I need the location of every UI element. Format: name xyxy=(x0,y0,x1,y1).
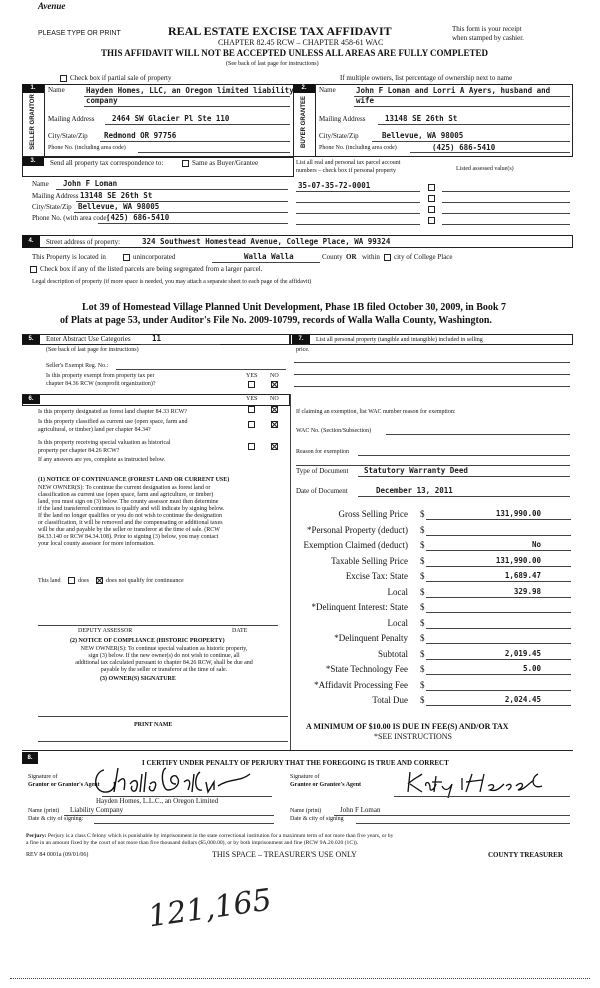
buyer-phone[interactable]: (425) 686-5410 xyxy=(432,143,496,152)
county-treasurer-label: COUNTY TREASURER xyxy=(488,851,563,859)
legal-description-line-1: Lot 39 of Homestead Village Planned Unit Development, Phase 1B filed October 30, 2009, in Book 7 xyxy=(82,302,506,313)
forest-land-yes-checkbox[interactable] xyxy=(248,406,255,413)
treasurer-space-label: THIS SPACE – TREASURER'S USE ONLY xyxy=(212,850,357,859)
same-as-buyer-checkbox[interactable] xyxy=(182,160,189,167)
land-does-not-label: does not qualify for continuance xyxy=(106,578,184,584)
tax-row xyxy=(296,571,571,587)
notice-compliance-line: additional tax calculated pursuant to chapter 84.26 RCW, shall be due and xyxy=(75,660,253,666)
grantor-entity-name-2: Liability Company xyxy=(70,806,124,814)
currency-symbol: $ xyxy=(420,555,425,566)
grantor-signature[interactable] xyxy=(90,760,265,800)
tax-row-value[interactable]: 131,990.00 xyxy=(495,555,541,565)
notice-continuance-line: classification as current use (open space, farm and agriculture, or timber) xyxy=(38,492,214,498)
section-6-no-header: NO xyxy=(270,396,279,402)
tax-row-label: *Personal Property (deduct) xyxy=(307,524,408,535)
corr-city-label: City/State/Zip xyxy=(32,203,72,211)
tax-row-label: Taxable Selling Price xyxy=(331,555,408,566)
notice-continuance-line: if the land transferred continues to qualify and will indicate by signing below. xyxy=(38,506,225,512)
unincorporated-checkbox[interactable] xyxy=(123,254,130,261)
seller-name-label: Name xyxy=(48,86,65,94)
notice-continuance-title: (1) NOTICE OF CONTINUANCE (FOREST LAND OR CURRENT USE) xyxy=(38,477,230,483)
parcel-personal-checkbox-1[interactable] xyxy=(428,184,435,191)
grantee-signature-label: Signature of xyxy=(290,774,320,780)
parcel-label: List all real and personal tax parcel account xyxy=(296,160,401,166)
buyer-name-label: Name xyxy=(319,86,336,94)
notice-continuance-line: or classification, it will be removed and the compensating or additional taxes xyxy=(38,520,223,526)
perjury-bold-label: Perjury: xyxy=(26,833,47,839)
grantee-signature-label-2: Grantee or Grantee's Agent xyxy=(290,782,362,788)
buyer-mailing-label: Mailing Address xyxy=(319,115,366,123)
current-use-yes-checkbox[interactable] xyxy=(248,421,255,428)
section-5-see-back: (See back of last page for instructions) xyxy=(46,347,139,353)
currency-symbol: $ xyxy=(420,617,425,628)
assessed-value-label: Listed assessed value(s) xyxy=(456,166,514,172)
buyer-mailing[interactable]: 13148 SE 26th St xyxy=(385,114,458,123)
tax-row-label: *Delinquent Interest: State xyxy=(311,602,408,612)
land-does-checkbox[interactable] xyxy=(68,577,75,584)
perjury-text: Perjury is a class C felony which is punishable by imprisonment in the state correctional institution for a maximum term of not more than five years, or by xyxy=(46,833,394,839)
exempt-no-checkbox[interactable] xyxy=(271,381,278,388)
doc-type-label: Type of Document xyxy=(296,467,349,475)
print-name-label: PRINT NAME xyxy=(134,722,173,728)
section-1-number: 1. xyxy=(22,84,44,93)
currency-symbol: $ xyxy=(420,540,425,550)
tax-row-label: Excise Tax: State xyxy=(345,571,408,581)
buyer-phone-label: Phone No. (including area code) xyxy=(319,145,397,151)
tax-row-label: *Affidavit Processing Fee xyxy=(314,679,408,690)
tax-row-label: Exemption Claimed (deduct) xyxy=(303,540,408,550)
logo: Avenue xyxy=(38,1,66,11)
tax-row-label: *Delinquent Penalty xyxy=(334,633,408,643)
tax-row xyxy=(296,664,571,680)
grantor-signature-label-2: Grantor or Grantor's Agent xyxy=(28,782,100,788)
section-5-no-header: NO xyxy=(270,373,279,379)
currency-symbol: $ xyxy=(420,602,425,612)
seller-city-label: City/State/Zip xyxy=(48,132,88,140)
current-use-question-2: agricultural, or timber) land per chapter 84.34? xyxy=(38,427,151,433)
exemption-claim-label: If claiming an exemption, list WAC number reason for exemption: xyxy=(296,409,456,415)
currency-symbol: $ xyxy=(420,524,425,535)
seller-name-cont[interactable]: company xyxy=(86,96,118,105)
wac-label: WAC No. (Section/Subsection) xyxy=(296,428,372,434)
county-name[interactable]: Walla Walla xyxy=(244,252,294,261)
county-label: County xyxy=(322,253,343,261)
answers-instruction: If any answers are yes, complete as instructed below. xyxy=(38,457,166,463)
segregated-label: Check box if any of the listed parcels are being segregated from a larger parcel. xyxy=(40,265,263,273)
certify-statement: I CERTIFY UNDER PENALTY OF PERJURY THAT THE FOREGOING IS TRUE AND CORRECT xyxy=(142,759,449,767)
or-label: OR xyxy=(346,253,357,261)
exempt-question-2: chapter 84.36 RCW (nonprofit organization)? xyxy=(46,381,156,387)
tax-row xyxy=(296,540,571,556)
street-address-label: Street address of property: xyxy=(46,238,121,246)
section-6-yes-header: YES xyxy=(246,396,258,402)
grantor-name-print-label: Name (print) xyxy=(28,808,60,814)
section-2-number: 2. xyxy=(293,84,315,93)
this-land-label: This land xyxy=(38,578,61,584)
currency-symbol: $ xyxy=(420,633,425,643)
seller-phone-label: Phone No. (including area code) xyxy=(48,145,126,151)
parcel-label-2: numbers – check box if personal property xyxy=(296,168,396,174)
partial-sale-label: Check box if partial sale of property xyxy=(70,74,172,82)
tax-row xyxy=(296,587,571,603)
section-4-number: 4. xyxy=(22,235,40,248)
tax-row-value[interactable]: 2,024.45 xyxy=(504,695,541,704)
section-5-yes-header: YES xyxy=(246,373,258,379)
tax-row-label: Local xyxy=(387,617,408,628)
notice-continuance-line: NEW OWNER(S): To continue the current designation as forest land or xyxy=(38,485,211,491)
doc-type[interactable]: Statutory Warranty Deed xyxy=(364,466,468,475)
currency-symbol: $ xyxy=(420,571,425,581)
grantor-date-city-label: Date & city of signing: xyxy=(28,816,84,822)
grantee-date-city-label: Date & city of signing xyxy=(290,816,344,822)
tax-row-value[interactable]: 2,019.45 xyxy=(504,648,541,658)
notice-continuance-text xyxy=(38,485,290,548)
same-as-buyer-label: Same as Buyer/Grantee xyxy=(192,159,259,167)
tax-row xyxy=(296,556,571,572)
seller-mailing-label: Mailing Address xyxy=(48,115,95,123)
grantee-name-print-label: Name (print) xyxy=(290,808,322,814)
minimum-fee-note: A MINIMUM OF $10.00 IS DUE IN FEE(S) AND/OR TAX xyxy=(306,722,509,731)
section-3-number: 3. xyxy=(22,157,44,166)
buyer-city[interactable]: Bellevue, WA 98005 xyxy=(382,131,464,140)
corr-mailing[interactable]: 13148 SE 26th St xyxy=(80,191,153,200)
buyer-name[interactable]: John F Loman and Lorri A Ayers, husband and xyxy=(356,86,551,95)
tax-row-value[interactable]: No xyxy=(531,540,541,549)
city-of-label: city of College Place xyxy=(394,253,453,261)
notice-continuance-line: your local county assessor for more information. xyxy=(38,541,155,547)
tax-row-label: Gross Selling Price xyxy=(338,509,408,519)
tax-row xyxy=(296,649,571,665)
tax-row xyxy=(296,633,571,649)
receipt-note-2: when stamped by cashier. xyxy=(452,34,524,42)
grantee-print-name: John F Loman xyxy=(340,806,381,814)
doc-date[interactable]: December 13, 2011 xyxy=(376,486,453,495)
buyer-city-label: City/State/Zip xyxy=(319,132,359,140)
buyer-name-cont[interactable]: wife xyxy=(356,96,375,105)
corr-mailing-label: Mailing Address xyxy=(32,192,79,200)
section-6-number: 6. xyxy=(22,395,40,404)
abstract-use-label: Enter Abstract Use Categories xyxy=(46,335,131,343)
grantee-signature[interactable] xyxy=(400,768,550,798)
grantor-signature-label: Signature of xyxy=(28,774,58,780)
section-8-number: 8. xyxy=(22,752,38,764)
tax-row-value[interactable]: 1,689.47 xyxy=(504,571,541,580)
tax-table xyxy=(296,509,571,711)
tax-row-label: Subtotal xyxy=(377,648,408,659)
forest-land-no-checkbox[interactable] xyxy=(271,406,278,413)
city-checkbox[interactable] xyxy=(384,254,391,261)
tax-row-label: *State Technology Fee xyxy=(325,664,408,674)
tax-row xyxy=(296,695,571,711)
seller-name[interactable]: Hayden Homes, LLC, an Oregon limited liability xyxy=(86,86,294,95)
historical-no-checkbox[interactable] xyxy=(271,443,278,450)
personal-property-label-2: price. xyxy=(296,347,310,353)
notice-continuance-line: land, you must sign on (3) below. The county assessor must then determine xyxy=(38,499,219,505)
seller-grantor-label: SELLER GRANTOR xyxy=(30,94,36,150)
corr-phone[interactable]: (425) 686-5410 xyxy=(106,213,170,222)
form-instructions-note: (See back of last page for instructions) xyxy=(226,61,319,67)
current-use-question: Is this property classified as current use (open space, farm and xyxy=(38,419,188,425)
form-revision: REV 84 0001a (09/01/06) xyxy=(26,852,89,858)
owner-signature-label: (3) OWNER(S) SIGNATURE xyxy=(100,676,176,682)
corr-name-label: Name xyxy=(32,180,49,188)
currency-symbol: $ xyxy=(420,509,425,519)
notice-compliance-title: (2) NOTICE OF COMPLIANCE (HISTORIC PROPERTY) xyxy=(70,638,225,644)
historical-question: Is this property receiving special valuation as historical xyxy=(38,440,171,446)
currency-symbol: $ xyxy=(420,695,425,705)
tax-row xyxy=(296,525,571,541)
currency-symbol: $ xyxy=(420,679,425,690)
deputy-assessor-label: DEPUTY ASSESSOR xyxy=(78,628,133,634)
parcel-personal-checkbox-2[interactable] xyxy=(428,195,435,202)
exempt-question: Is this property exempt from property tax per xyxy=(46,373,155,379)
form-chapter: CHAPTER 82.45 RCW – CHAPTER 458-61 WAC xyxy=(218,38,384,47)
tax-row-value[interactable]: 329.98 xyxy=(513,586,541,596)
legal-description-label: Legal description of property (if more space is needed, you may attach a separate sheet to each page of the affidavit) xyxy=(32,279,312,285)
grantor-entity-name: Hayden Homes, L.L.C., an Oregon Limited xyxy=(96,797,219,805)
abstract-use-value[interactable]: 11 xyxy=(152,334,162,343)
doc-date-label: Date of Document xyxy=(296,487,348,495)
tax-row-label: Total Due xyxy=(372,695,408,705)
parcel-number[interactable]: 35-07-35-72-0001 xyxy=(298,181,371,190)
notice-compliance-line: payable by the seller or transferor at the time of sale. xyxy=(100,667,228,673)
perjury-text-2: a fine in an amount fixed by the court of not more than five thousand dollars ($5,000.00), or by both imprisonment and fine (RCW 9A.20.020 (1C)). xyxy=(26,840,359,846)
personal-property-label: List all personal property (tangible and intangible) included in selling xyxy=(316,337,483,343)
see-instructions-note: *SEE INSTRUCTIONS xyxy=(374,732,453,741)
notice-continuance-line: will be due and payable by the seller or transferor at the time of sale. (RCW xyxy=(38,527,220,533)
section-5-number: 5. xyxy=(22,335,40,344)
tax-row-value[interactable]: 131,990.00 xyxy=(495,509,541,518)
tax-row-label: Local xyxy=(387,586,408,597)
historical-yes-checkbox[interactable] xyxy=(248,443,255,450)
partial-sale-checkbox[interactable] xyxy=(60,75,67,82)
form-title: REAL ESTATE EXCISE TAX AFFIDAVIT xyxy=(168,24,392,38)
tax-row xyxy=(296,618,571,634)
legal-description-line-2: of Plats at page 53, under Auditor's File No. 2009-10799, records of Walla Walla County, Washington. xyxy=(60,315,492,326)
currency-symbol: $ xyxy=(420,586,425,597)
forest-land-question: Is this property designated as forest land chapter 84.33 RCW? xyxy=(38,409,187,415)
seller-city[interactable]: Redmond OR 97756 xyxy=(104,131,177,140)
form-warning: THIS AFFIDAVIT WILL NOT BE ACCEPTED UNLESS ALL AREAS ARE FULLY COMPLETED xyxy=(101,48,489,58)
segregated-checkbox[interactable] xyxy=(30,266,37,273)
parcel-personal-checkbox-4[interactable] xyxy=(428,217,435,224)
tax-row xyxy=(296,602,571,618)
receipt-note: This form is your receipt xyxy=(452,25,522,33)
notice-compliance-text xyxy=(38,646,290,674)
correspondence-label: Send all property tax correspondence to: xyxy=(50,159,164,167)
seller-mailing[interactable]: 2464 SW Glacier Pl Ste 110 xyxy=(112,114,230,123)
parcel-personal-checkbox-3[interactable] xyxy=(428,206,435,213)
handwritten-number: 121,165 xyxy=(146,882,274,935)
notice-compliance-line: NEW OWNER(S): To continue special valuation as historic property, xyxy=(80,646,248,652)
land-does-not-checkbox[interactable] xyxy=(96,577,103,584)
exempt-yes-checkbox[interactable] xyxy=(248,381,255,388)
please-type-label: PLEASE TYPE OR PRINT xyxy=(38,30,121,37)
corr-phone-label: Phone No. (with area code) xyxy=(32,214,109,222)
unincorporated-label: unincorporated xyxy=(133,253,176,261)
current-use-no-checkbox[interactable] xyxy=(271,421,278,428)
notice-continuance-line: 84.33.140 or RCW 84.34.108). Prior to signing (3) below, you may contact xyxy=(38,534,219,540)
section-7-number: 7. xyxy=(292,335,310,344)
street-address[interactable]: 324 Southwest Homestead Avenue, College Place, WA 99324 xyxy=(142,237,391,246)
tax-row xyxy=(296,680,571,696)
reason-exemption-label: Reason for exemption xyxy=(296,449,349,455)
within-label: within xyxy=(362,253,380,261)
corr-city[interactable]: Bellevue, WA 98005 xyxy=(78,202,160,211)
multiple-owners-note: If multiple owners, list percentage of ownership next to name xyxy=(340,74,513,82)
perjury-notice xyxy=(26,833,576,847)
currency-symbol: $ xyxy=(420,664,425,674)
historical-question-2: property per chapter 84.26 RCW? xyxy=(38,448,120,454)
currency-symbol: $ xyxy=(420,648,425,659)
located-label: This Property is located in xyxy=(32,253,106,261)
exempt-reg-label: Seller's Exempt Reg. No.: xyxy=(46,363,109,369)
tax-row xyxy=(296,509,571,525)
buyer-grantee-label: BUYER GRANTEE xyxy=(301,96,307,149)
corr-name[interactable]: John F Loman xyxy=(63,179,118,188)
notice-continuance-line: If the land no longer qualifies or you do not wish to continue the designation xyxy=(38,513,222,519)
land-does-label: does xyxy=(78,578,89,584)
notice-compliance-line: sign (3) below. If the new owner(s) do not wish to continue, all xyxy=(88,653,240,659)
tax-row-value[interactable]: 5.00 xyxy=(522,664,541,673)
assessor-date-label: DATE xyxy=(232,628,248,634)
